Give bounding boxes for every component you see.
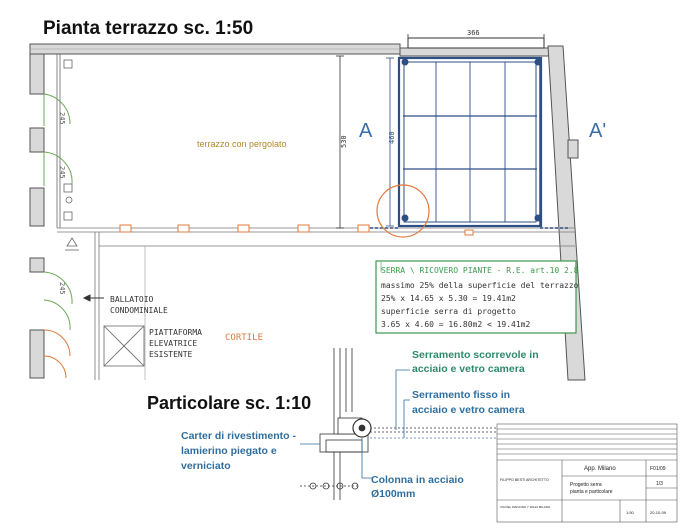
note-line-1: SERRA \ RICOVERO PIANTE - R.E. art.10 2.8 [381, 266, 579, 275]
courtyard-label: CORTILE [225, 333, 263, 343]
door-dimension-1: 245 [58, 112, 66, 125]
ballatoio-arrow [84, 295, 104, 301]
fixed-frame-label-2: acciaio e vetro camera [412, 404, 525, 416]
note-line-5: 3.65 x 4.60 = 16.80m2 < 19.41m2 [381, 320, 531, 329]
lift-label-1: PIATTAFORMA [149, 328, 202, 337]
section-marker-a-prime: A' [589, 120, 607, 142]
pergola-posts [120, 225, 369, 232]
section-marker-a: A [359, 120, 373, 142]
terrace-label: terrazzo con pergolato [197, 139, 287, 149]
lift-label-3: ESISTENTE [149, 350, 193, 359]
door-swings-orange [44, 330, 70, 378]
carter-label-3: verniciato [181, 460, 231, 472]
dimension-460-label: 460 [388, 131, 396, 144]
carter-label-2: lamierino piegato e [181, 445, 277, 457]
dimension-366-label: 366 [467, 29, 480, 37]
sliding-frame-label-1: Serramento scorrevole in [412, 349, 539, 361]
lift-platform [104, 326, 144, 366]
note-line-3: 25% x 14.65 x 5.30 = 19.41m2 [381, 294, 516, 303]
sliding-frame-label-2: acciaio e vetro camera [412, 363, 525, 375]
greenhouse-post-marker [465, 230, 473, 235]
title-block-address: VIA DEL MANCINO 7 20123 MILANO [500, 505, 551, 509]
detail-title: Particolare sc. 1:10 [147, 393, 312, 413]
column-label-1: Colonna in acciaio [371, 474, 464, 486]
door-dimension-3: 245 [58, 282, 66, 295]
wall-markers [64, 60, 79, 250]
title-block-sheet-no: 1/3 [656, 481, 663, 487]
title-block-project-1: Progetto serra [570, 482, 602, 488]
detail-callout-circle [377, 185, 429, 237]
carter-label-1: Carter di rivestimento - [181, 430, 296, 442]
lift-label-2: ELEVATRICE [149, 339, 198, 348]
title-block-date: 20-10-09 [650, 510, 667, 515]
column-label-2: Ø100mm [371, 488, 416, 500]
title-block-studio: FILIPPO BESTI ARCHITETTO [500, 478, 549, 482]
greenhouse-plan [386, 58, 541, 226]
title-block-project-2: pianta e particolare [570, 489, 613, 495]
note-line-2: massimo 25% della superficie del terrazzo [381, 281, 579, 290]
door-dimension-2: 245 [58, 166, 66, 179]
ballatoio-label-2: CONDOMINIALE [110, 306, 168, 315]
area-note-box [376, 261, 579, 333]
plan-title: Pianta terrazzo sc. 1:50 [43, 18, 254, 39]
ballatoio-label-1: BALLATOIO [110, 295, 154, 304]
title-block-sheet-code: F01/09 [650, 466, 666, 472]
dimension-530-label: 530 [340, 135, 348, 148]
title-block-client: App. Milano [584, 466, 616, 472]
title-block-scale: 1:50 [626, 510, 634, 515]
note-line-4: superficie serra di progetto [381, 307, 516, 316]
fixed-frame-label-1: Serramento fisso in [412, 389, 511, 401]
